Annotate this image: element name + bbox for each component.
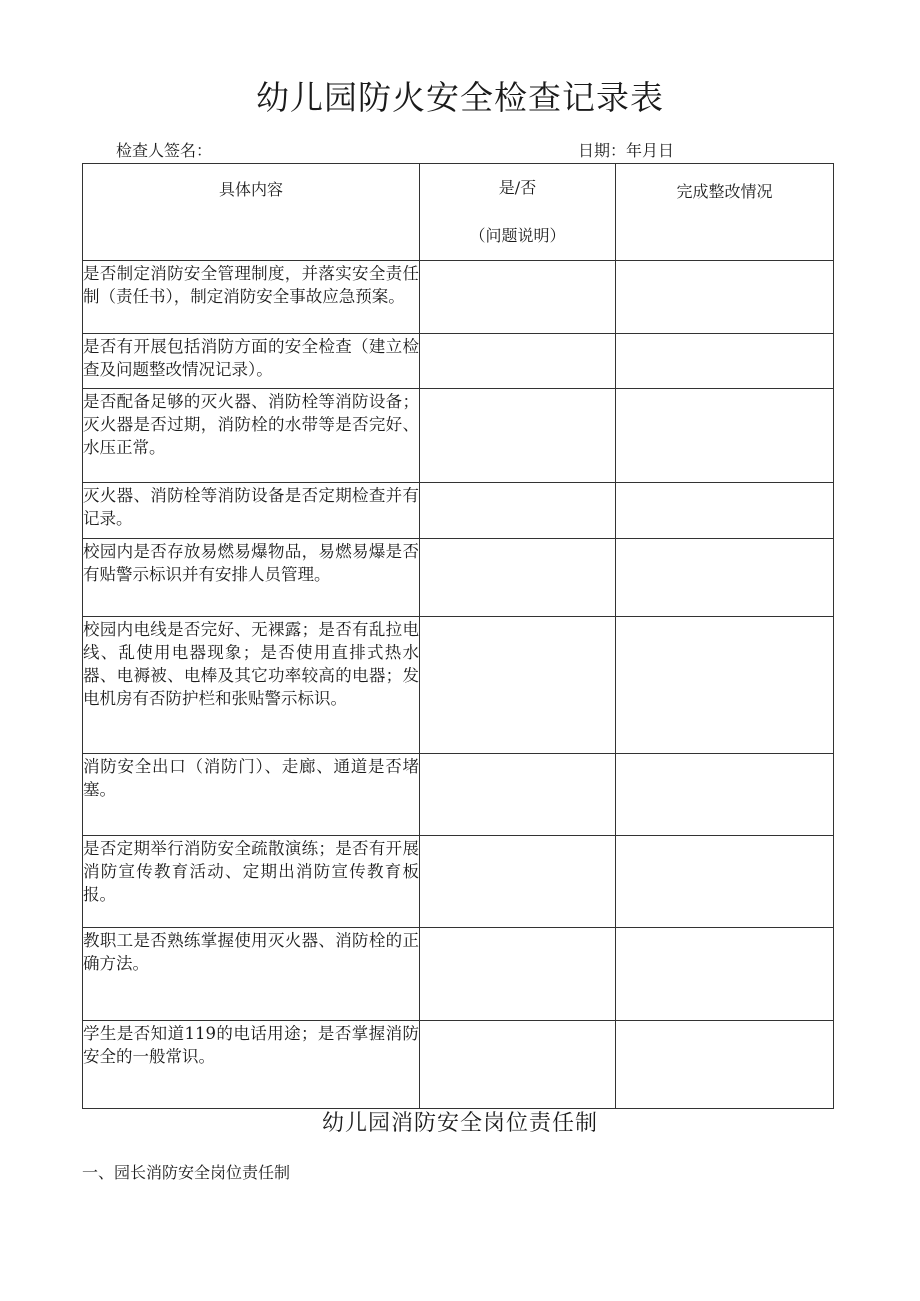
row-status-cell[interactable] [616,389,834,483]
inspection-table [82,163,834,1109]
row-content: 是否配备足够的灭火器、消防栓等消防设备；灭火器是否过期，消防栓的水带等是否完好、水压正常。 [83,392,419,457]
table-row [83,539,834,617]
row-yes-no-cell[interactable] [420,928,616,1021]
header-yes-no-cell [420,164,616,261]
row-status-cell[interactable] [616,836,834,928]
header-yes-no: 是/否 [498,178,537,197]
row-yes-no-cell[interactable] [420,836,616,928]
table-row [83,483,834,539]
table-row [83,389,834,483]
row-yes-no-cell[interactable] [420,617,616,754]
row-content-cell [83,539,420,617]
row-content: 校园内是否存放易燃易爆物品，易燃易爆是否有贴警示标识并有安排人员管理。 [83,542,419,584]
page-title: 幼儿园防火安全检查记录表 [256,78,664,117]
row-content-cell [83,836,420,928]
row-yes-no-cell[interactable] [420,1021,616,1109]
row-content-cell [83,261,420,334]
header-content: 具体内容 [218,180,283,199]
row-content: 教职工是否熟练掌握使用灭火器、消防栓的正确方法。 [83,931,419,973]
row-yes-no-cell[interactable] [420,334,616,389]
row-content: 消防安全出口（消防门）、走廊、通道是否堵塞。 [83,757,419,799]
row-content: 灭火器、消防栓等消防设备是否定期检查并有记录。 [83,486,419,528]
signature-row [0,139,920,163]
row-yes-no-cell[interactable] [420,483,616,539]
row-status-cell[interactable] [616,1021,834,1109]
section-heading: 一、园长消防安全岗位责任制 [82,1163,291,1182]
row-yes-no-cell[interactable] [420,389,616,483]
row-content: 是否有开展包括消防方面的安全检查（建立检查及问题整改情况记录）。 [83,337,419,379]
row-status-cell[interactable] [616,334,834,389]
row-content: 是否定期举行消防安全疏散演练；是否有开展消防宣传教育活动、定期出消防宣传教育板报。 [83,839,419,904]
table-header-row [83,164,834,261]
header-yes-no-note: （问题说明） [469,226,566,245]
table-row [83,754,834,836]
header-status: 完成整改情况 [676,182,773,201]
row-content-cell [83,389,420,483]
row-status-cell[interactable] [616,617,834,754]
row-content-cell [83,334,420,389]
table-row [83,261,834,334]
row-yes-no-cell[interactable] [420,539,616,617]
row-content: 是否制定消防安全管理制度，并落实安全责任制（责任书），制定消防安全事故应急预案。 [83,264,419,306]
row-content-cell [83,928,420,1021]
row-content-cell [83,617,420,754]
section-title: 幼儿园消防安全岗位责任制 [321,1111,598,1136]
row-content-cell [83,754,420,836]
table-row [83,617,834,754]
table-row [83,334,834,389]
row-yes-no-cell[interactable] [420,754,616,836]
inspector-signature-label: 检查人签名： [116,141,213,160]
row-status-cell[interactable] [616,261,834,334]
table-row [83,1021,834,1109]
table-row [83,928,834,1021]
row-status-cell[interactable] [616,483,834,539]
row-content-cell [83,1021,420,1109]
table-row [83,836,834,928]
header-status-cell [616,164,834,261]
row-status-cell[interactable] [616,539,834,617]
row-yes-no-cell[interactable] [420,261,616,334]
row-content: 校园内电线是否完好、无裸露；是否有乱拉电线、乱使用电器现象；是否使用直排式热水器、电褥被、电棒及其它功率较高的电器；发电机房有否防护栏和张贴警示标识。 [83,620,419,708]
row-content: 学生是否知道119的电话用途；是否掌握消防安全的一般常识。 [83,1024,419,1066]
header-content-cell [83,164,420,261]
row-status-cell[interactable] [616,754,834,836]
row-status-cell[interactable] [616,928,834,1021]
row-content-cell [83,483,420,539]
date-label: 日期：年月日 [578,141,675,160]
